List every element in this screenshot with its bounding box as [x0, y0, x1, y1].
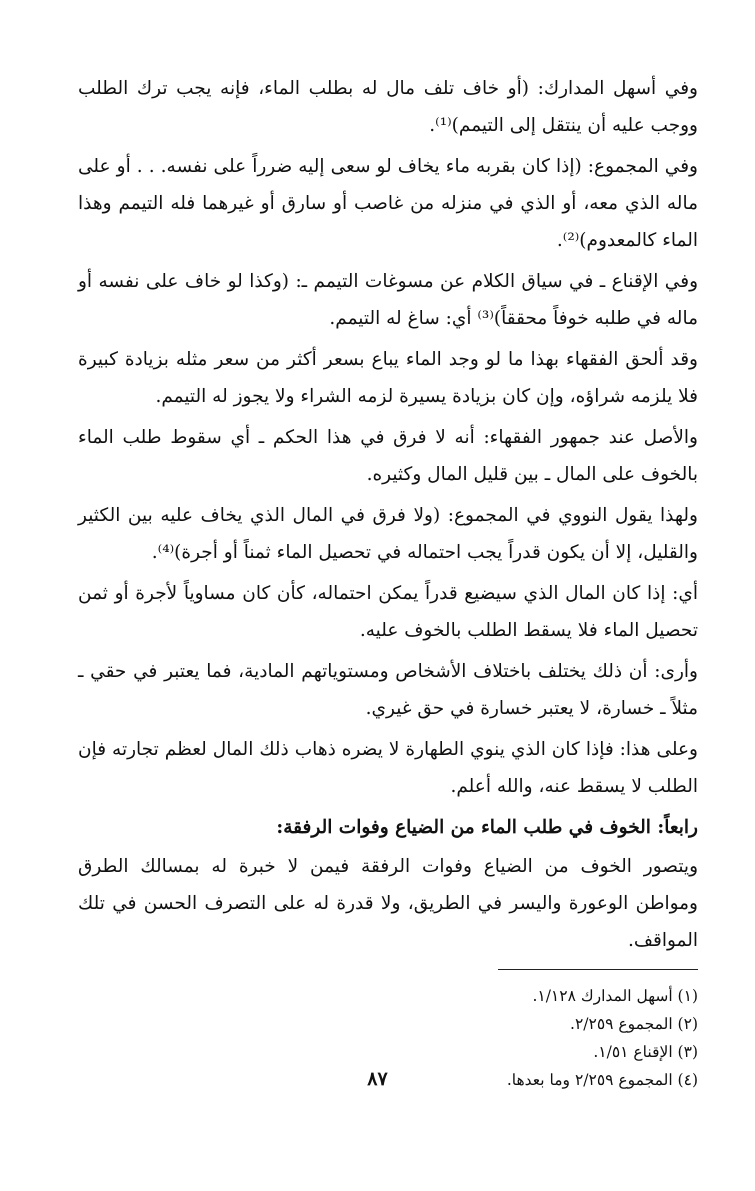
- paragraph-5: والأصل عند جمهور الفقهاء: أنه لا فرق في هذا الحكم ـ أي سقوط طلب الماء بالخوف على المال ـ بين قليل المال وكثيره.: [78, 427, 698, 485]
- paragraph-4: وقد ألحق الفقهاء بهذا ما لو وجد الماء يباع بسعر أكثر من سعر مثله بزيادة كبيرة فلا يلزمه شراؤه، وإن كان بزيادة يسيرة لزمه الشراء ولا يجوز له التيمم.: [78, 349, 698, 407]
- paragraph-3: وفي الإقناع ـ في سياق الكلام عن مسوغات التيمم ـ: (وكذا لو خاف على نفسه أو ماله في طلبه خوفاً محققاً)⁽³⁾ أي: ساغ له التيمم.: [78, 271, 698, 329]
- paragraph-2: وفي المجموع: (إذا كان بقربه ماء يخاف لو سعى إليه ضرراً على نفسه. . . أو على ماله الذي معه، أو الذي في منزله من غاصب أو سارق أو غيرهما فله التيمم وهذا الماء كالمعدوم)⁽²⁾.: [78, 156, 698, 251]
- paragraph-10: ويتصور الخوف من الضياع وفوات الرفقة فيمن لا خبرة له بمسالك الطرق ومواطن الوعورة واليسر في الطريق، ولا قدرة له على التصرف الحسن في تلك المواقف.: [78, 856, 698, 951]
- footnote-1: (١) أسهل المدارك ١/١٢٨.: [532, 987, 698, 1005]
- paragraph-1: وفي أسهل المدارك: (أو خاف تلف مال له بطلب الماء، فإنه يجب ترك الطلب ووجب عليه أن ينتقل إلى التيمم)⁽¹⁾.: [78, 78, 698, 136]
- paragraph-8: وأرى: أن ذلك يختلف باختلاف الأشخاص ومستوياتهم المادية، فما يعتبر في حقي ـ مثلاً ـ خسارة، لا يعتبر خسارة في حق غيري.: [78, 661, 698, 719]
- page-number: ٨٧: [367, 1068, 388, 1090]
- paragraph-6: ولهذا يقول النووي في المجموع: (ولا فرق في المال الذي يخاف عليه بين الكثير والقليل، إلا أن يكون قدراً يجب احتماله في تحصيل الماء ثمناً أو أجرة)⁽⁴⁾.: [78, 505, 698, 563]
- paragraph-9: وعلى هذا: فإذا كان الذي ينوي الطهارة لا يضره ذهاب ذلك المال لعظم تجارته فإن الطلب لا يسقط عنه، والله أعلم.: [78, 739, 698, 797]
- page-body: [78, 70, 698, 1094]
- paragraph-7: أي: إذا كان المال الذي سيضيع قدراً يمكن احتماله، كأن كان مساوياً لأجرة أو ثمن تحصيل الماء فلا يسقط الطلب بالخوف عليه.: [78, 583, 698, 641]
- footnote-3: (٣) الإقناع ١/٥١.: [593, 1043, 698, 1061]
- footnote-4: (٤) المجموع ٢/٢٥٩ وما بعدها.: [506, 1071, 698, 1089]
- footnote-2: (٢) المجموع ٢/٢٥٩.: [570, 1015, 698, 1033]
- footnote-separator: [498, 969, 698, 970]
- section-heading: رابعاً: الخوف في طلب الماء من الضياع وفوات الرفقة:: [276, 817, 698, 838]
